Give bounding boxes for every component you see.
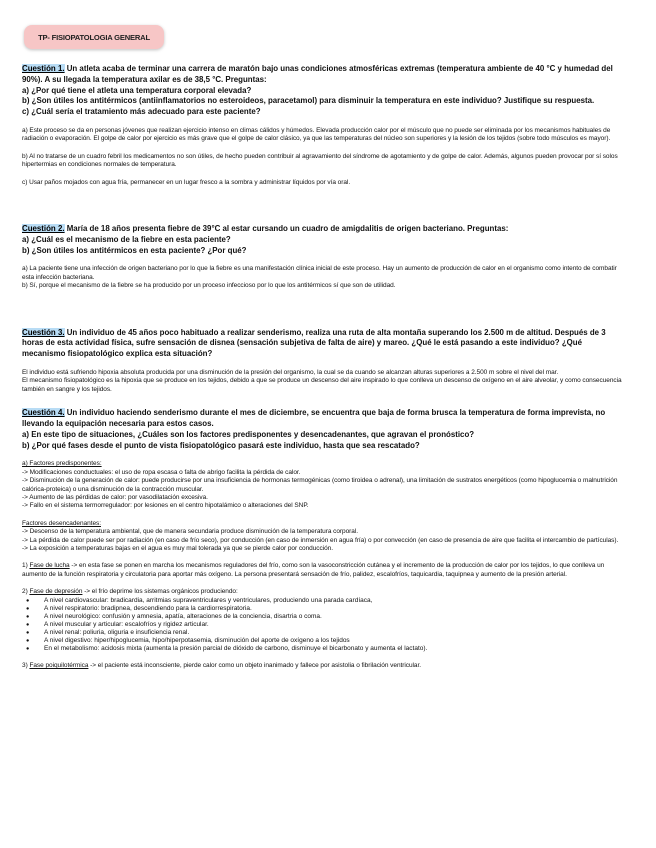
question-1-sub-c: c) ¿Cuál sería el tratamiento más adecuado para este paciente?: [22, 107, 261, 117]
answer-3-a: El individuo está sufriendo hipoxia absoluta producida por una disminución de la presión del organismo, la cual se da cuando se alcanzan alturas superiores a 2.500 m sobre el nivel del mar.: [22, 369, 559, 377]
question-3: [22, 328, 624, 360]
question-2: [22, 224, 624, 235]
list-item: ● A nivel cardiovascular: bradicardia, arritmias supraventriculares y ventriculares, produciendo una parada cardíaca,: [44, 597, 624, 605]
question-2-sub-b: b) ¿Son útiles los antitérmicos en esta paciente? ¿Por qué?: [22, 245, 247, 255]
predisposing-factor: -> Disminución de la generación de calor: puede producirse por una insuficiencia de hormonas termogénicas (como tiroidea o adrenal), una limitación de sustratos energéticos (como hipoglucemia o malnutrición calórica-proteica) o una disminución de la contracción muscular.: [22, 477, 618, 493]
triggering-factor: -> La pérdida de calor puede ser por radiación (en caso de frío seco), por conducción (en caso de inmersión en agua fría) o por convección (en caso de presencia de aire que facilita el intercambio de partículas).: [22, 536, 619, 544]
question-2-text: María de 18 años presenta fiebre de 39°C al estar cursando un cuadro de amigdalitis de origen bacteriano. Preguntas:: [64, 224, 509, 234]
list-item: ● En el metabolismo: acidosis mixta (aumenta la presión parcial de dióxido de carbono, disminuye el bicarbonato y aumenta el lactato).: [44, 645, 624, 653]
question-4: [22, 408, 624, 430]
question-1: [22, 64, 624, 86]
predisposing-factor: -> Modificaciones conductuales: el uso de ropa escasa o falta de abrigo facilita la pérdida de calor.: [22, 468, 301, 476]
list-item: ● A nivel respiratorio: bradipnea, descendiendo para la cardiorrespiratoria.: [44, 605, 624, 613]
question-4-sub-b: b) ¿Por qué fases desde el punto de vista fisiopatológico pasará este individuo, hasta que sea rescatado?: [22, 440, 420, 450]
phase-2-number: 2): [22, 588, 30, 596]
answer-1-c: c) Usar paños mojados con agua fría, permanecer en un lugar fresco a la sombra y administrar líquidos por vía oral.: [22, 178, 351, 186]
triggering-factor: -> Descenso de la temperatura ambiental, que de manera secundaria produce disminución de la temperatura corporal.: [22, 528, 358, 536]
question-1-sub-b: b) ¿Son útiles los antitérmicos (antiinflamatorios no esteroideos, paracetamol) para disminuir la temperatura en este individuo? Justifique su respuesta.: [22, 96, 595, 106]
phase-1-number: 1): [22, 562, 30, 570]
answer-1-a: a) Este proceso se da en personas jóvenes que realizan ejercicio intenso en climas cálidos y húmedos. Elevada producción calor por el músculo que no puede ser eliminada por los mecanismos habituales de radiación o evaporación. El golpe de calor por ejercicio es más grave que el golpe de calor clásico, ya que las temperaturas del núcleo son superiores y la lesión de los tejidos (sobre todo músculos es mayor).: [22, 126, 611, 143]
document-content: [22, 64, 624, 671]
phase-2: [22, 588, 624, 596]
answer-3-b: El mecanismo fisiopatológico es la hipoxia que se produce en los tejidos, debido a que se produce un descenso del aire inspirado lo que conlleva un descenso de oxígeno en el aire alveolar, y como consecuencia también en sangre y los tejidos.: [22, 377, 622, 393]
phase-3: [22, 662, 624, 670]
triggering-factor: -> La exposición a temperaturas bajas en el agua es muy mal tolerada ya que se pierde calor por conducción.: [22, 545, 333, 553]
question-4-text: Un individuo haciendo senderismo durante el mes de diciembre, se encuentra que baja de forma brusca la temperatura de forma imprevista, no llevando la equipación necesaria para estos casos.: [22, 408, 606, 429]
phase-3-label: Fase poiquilotérmica: [29, 662, 89, 670]
phase-1: [22, 562, 624, 579]
triggering-factors-heading: Factores desencadenantes:: [22, 519, 101, 527]
list-item: ● A nivel muscular y articular: escalofríos y rigidez articular.: [44, 621, 624, 629]
phase-2-list: [22, 597, 624, 654]
page-title: TP- FISIOPATOLOGIA GENERAL: [38, 32, 150, 42]
answer-2-a: a) La paciente tiene una infección de origen bacteriano por lo que la fiebre es una manifestación clínica inicial de este proceso. Hay un aumento de producción de calor en el organismo como intento de combatir esta infección bacteriana.: [22, 265, 617, 281]
question-2-label: Cuestión 2.: [22, 224, 65, 234]
question-1-label: Cuestión 1.: [22, 64, 65, 73]
answer-2-b: b) Sí, porque el mecanismo de la fiebre se ha producido por un proceso infeccioso por lo que los antitérmicos sí que son de utilidad.: [22, 282, 396, 290]
phase-3-text: -> el paciente está inconsciente, pierde calor como un objeto inanimado y fallece por asistolia o fibrilación ventricular.: [88, 662, 422, 670]
answer-1-b: b) Al no tratarse de un cuadro febril los medicamentos no son útiles, de hecho pueden contribuir al agravamiento del síndrome de agotamiento y de golpe de calor. Además, algunos pueden provocar por sí solos hipertermias en condiciones normales de temperatura.: [22, 152, 618, 169]
question-4-sub-a: a) En este tipo de situaciones, ¿Cuáles son los factores predisponentes y desencadenantes, que agravan el pronóstico?: [22, 429, 475, 439]
question-3-label: Cuestión 3.: [22, 327, 65, 337]
phase-1-text: -> en esta fase se ponen en marcha los mecanismos reguladores del frío, como son la vasoconstricción cutánea y el incremento de la producción de calor por los tejidos, lo que conlleva un aumento de la función respiratoria y circulatoria para aportar más oxígeno. La persona presentará sensación de frío, palidez, escalofríos, taquicardia, taquipnea y aumento de la presión arterial.: [22, 562, 605, 578]
list-item: ● A nivel neurológico: confusión y amnesia, apatía, alteraciones de la conciencia, disartria o coma.: [44, 613, 624, 621]
predisposing-factors-heading: a) Factores predisponentes:: [22, 460, 102, 468]
question-3-text: Un individuo de 45 años poco habituado a realizar senderismo, realiza una ruta de alta montaña superando los 2.500 m de altitud. Después de 3 horas de esta actividad física, sufre sensación de disnea (sensación subjetiva de falta de aire) y mareo. ¿Qué le está pasando a este individuo? ¿Qué mecanismo fisiopatológico explica esta situación?: [22, 327, 606, 359]
question-4-label: Cuestión 4.: [22, 408, 65, 418]
list-item: ● A nivel renal: poliuria, oliguria e insuficiencia renal.: [44, 629, 624, 637]
phase-3-number: 3): [22, 662, 30, 670]
question-2-sub-a: a) ¿Cuál es el mecanismo de la fiebre en esta paciente?: [22, 234, 231, 244]
question-1-sub-a: a) ¿Por qué tiene el atleta una temperatura corporal elevada?: [22, 85, 252, 95]
predisposing-factor: -> Aumento de las pérdidas de calor: por vasodilatación excesiva.: [22, 494, 208, 502]
phase-1-label: Fase de lucha: [29, 562, 70, 570]
phase-2-label: Fase de depresión: [29, 588, 83, 596]
list-item: ● A nivel digestivo: hiper/hipoglucemia, hipo/hiperpotasemia, disminución del aporte de oxígeno a los tejidos: [44, 637, 624, 645]
title-badge: [24, 25, 164, 49]
predisposing-factor: -> Fallo en el sistema termorregulador: por lesiones en el centro hipotalámico o alteraciones del SNP.: [22, 502, 309, 510]
question-1-text: Un atleta acaba de terminar una carrera de maratón bajo unas condiciones atmosféricas extremas (temperatura ambiente de 40 °C y humedad del 90%). A su llegada la temperatura axilar es de 38,5 °C. Preguntas:: [22, 64, 613, 84]
phase-2-text: -> el frío deprime los sistemas orgánicos produciendo:: [82, 588, 238, 596]
